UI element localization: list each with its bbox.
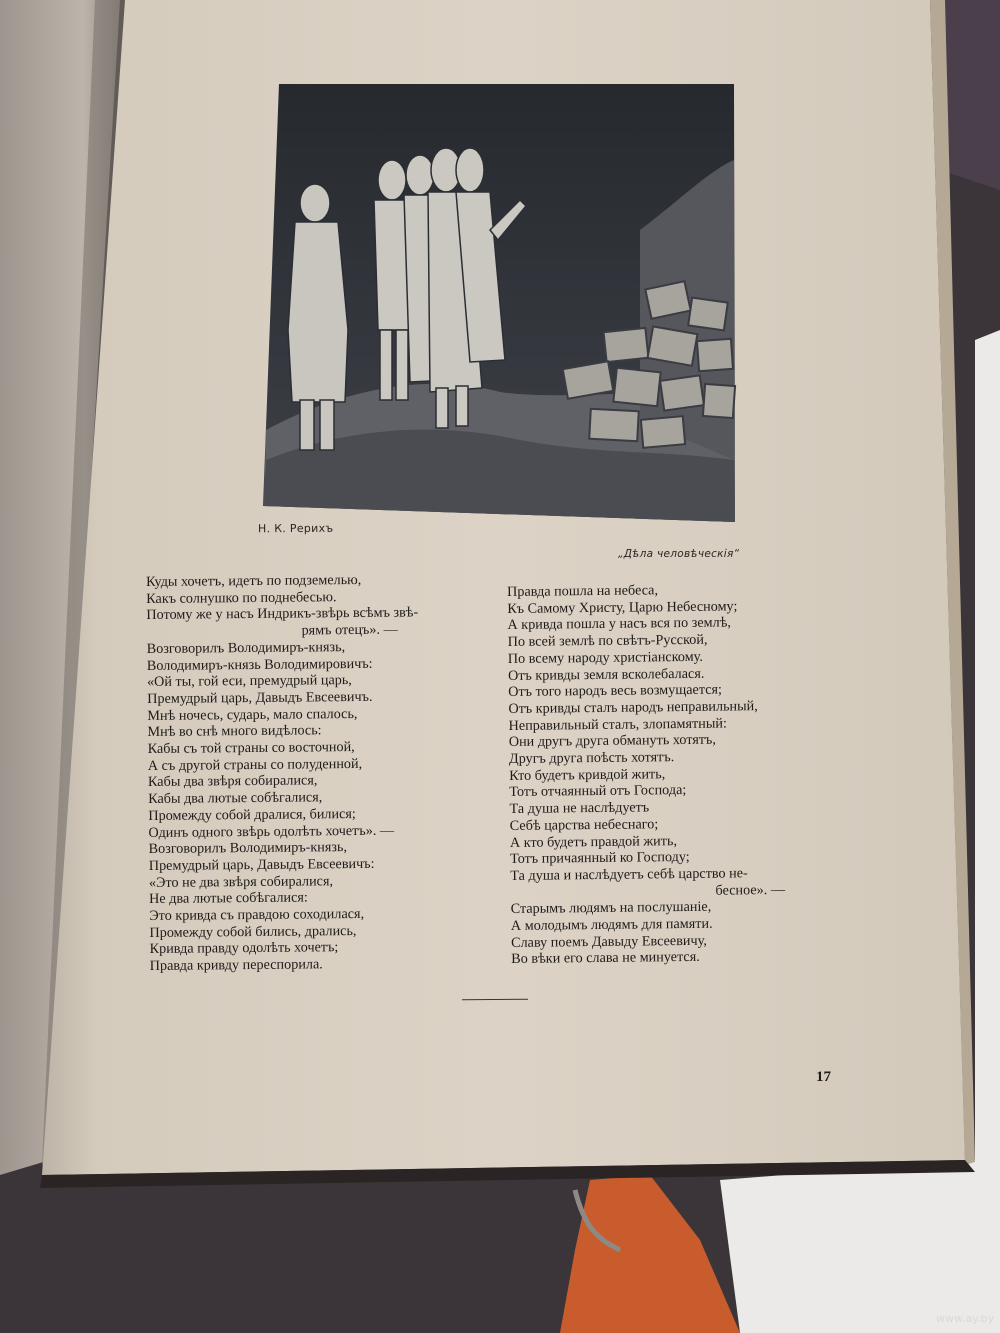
- poem-right-column: [507, 580, 851, 968]
- page-number: 17: [816, 1069, 831, 1085]
- poem-line: А кто будетъ правдой жить,: [509, 832, 678, 851]
- poem-line: А кривда пошла у насъ вся по землѣ,: [507, 614, 731, 634]
- poem-line: «Это не два звѣря собиралися,: [148, 872, 334, 891]
- poem-line: Правда кривду переспорила.: [149, 956, 323, 975]
- poem-line: Отъ кривды земля всколебалася.: [507, 665, 705, 684]
- illustration-artist-caption: Н. К. Рерихъ: [257, 521, 334, 536]
- poem-line: Себѣ царства небеснаго;: [509, 816, 659, 834]
- poem-line: Тотъ отчаянный отъ Господа;: [509, 782, 687, 801]
- poem-line: Къ Самому Христу, Царю Небесному;: [507, 598, 738, 617]
- poem-line: Мнѣ во снѣ много видѣлось:: [147, 722, 322, 741]
- poem-line: Куды хочетъ, идетъ по подземелью,: [146, 571, 362, 590]
- poem-line: Кто будетъ кривдой жить,: [509, 765, 666, 784]
- poem-line: Славу поемъ Давыду Евсеевичу,: [510, 932, 707, 951]
- poem-line: А молодымъ людямъ для памяти.: [510, 915, 713, 935]
- poem-line: Во вѣки его слава не минуется.: [511, 949, 700, 968]
- site-watermark: www.ay.by: [936, 1312, 995, 1325]
- poem-line: Володимиръ-князь Володимировичъ:: [146, 655, 373, 674]
- poem-line: Та душа не наслѣдуетъ: [509, 799, 650, 818]
- poem-line: Старымъ людямъ на послушаніе,: [510, 899, 712, 918]
- poem-line: Кабы съ той страны со восточной,: [147, 739, 355, 758]
- poem-line: Правда пошла на небеса,: [507, 582, 659, 600]
- poem-line: рямъ отецъ». —: [301, 621, 398, 639]
- poem-line: Та душа и наслѣдуетъ себѣ царство не-: [510, 865, 748, 884]
- illustration-title-caption: „Дѣла человѣческія“: [618, 548, 740, 560]
- poem-line: Кабы два лютые собѣгалися,: [148, 789, 323, 808]
- poem-line: Отъ того народъ весь возмущается;: [508, 681, 723, 701]
- poem-line: Они другъ друга обмануть хотятъ,: [508, 731, 716, 751]
- poem-line: Отъ кривды сталъ народъ неправильный,: [508, 698, 758, 717]
- poem-line: По всему народу христіанскому.: [507, 648, 703, 667]
- poem-line: Мнѣ ночесь, сударь, мало спалось,: [147, 705, 358, 724]
- poem-line: Другъ друга поѣсть хотятъ.: [508, 749, 675, 768]
- poem-line: Это кривда съ правдою соходилася,: [149, 905, 365, 925]
- illustration: [263, 84, 735, 522]
- poem-left-column: [146, 571, 470, 975]
- poem-line: Премудрый царь, Давыдъ Евсеевичъ.: [147, 688, 373, 707]
- poem-line: А съ другой страны со полуденной,: [147, 755, 363, 774]
- poem-line: Промежду собой бились, дрались,: [149, 922, 357, 941]
- poem-line: Одинъ одного звѣрь одолѣть хочетъ». —: [148, 822, 395, 841]
- poem-line: Промежду собой дралися, билися;: [148, 805, 356, 824]
- poem-line: Потому же у насъ Индрикъ-звѣрь всѣмъ звѣ-: [146, 604, 419, 624]
- poem-line: Неправильный сталъ, злопамятный:: [508, 715, 727, 734]
- poem-line: Премудрый царь, Давыдъ Евсеевичъ:: [148, 855, 375, 874]
- poem-line: Не два лютые собѣгалися:: [149, 889, 308, 908]
- poem-line: Кабы два звѣря собиралися,: [147, 772, 318, 791]
- poem-line: Возговорилъ Володимиръ-князь,: [146, 638, 346, 657]
- poem-line: Тотъ причаянный ко Господу;: [510, 849, 690, 868]
- poem-line: бесное». —: [715, 881, 786, 899]
- poem-line: Кривда правду одолѣть хочетъ;: [149, 939, 339, 958]
- poem-line: Возговорилъ Володимиръ-князь,: [148, 839, 348, 858]
- poem-line: Какъ солнушко по поднебесью.: [146, 588, 337, 607]
- poem-line: По всей землѣ по свѣтъ-Русской,: [507, 631, 708, 651]
- poem-line: «Ой ты, гой еси, премудрый царь,: [146, 672, 352, 691]
